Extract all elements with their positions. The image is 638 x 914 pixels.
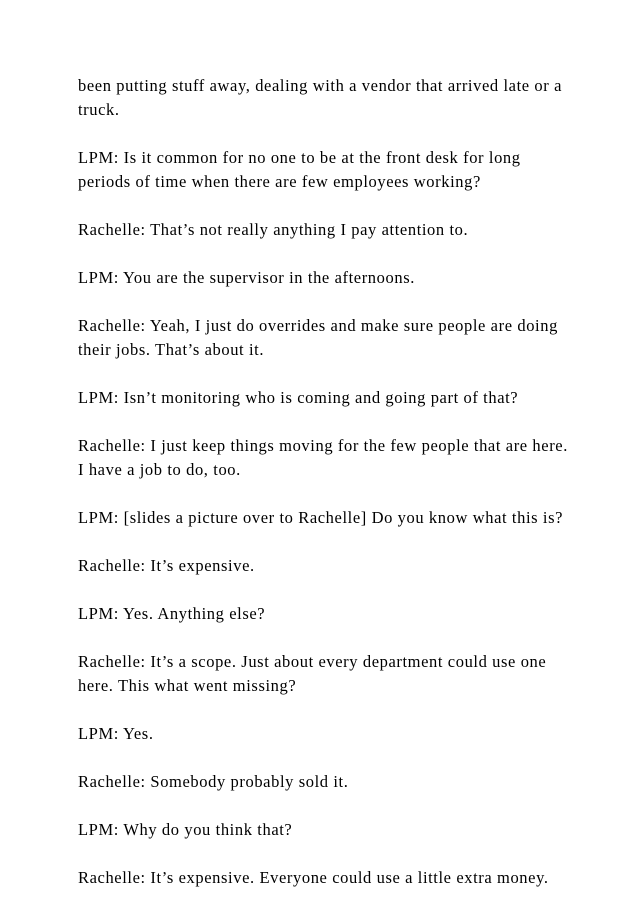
- paragraph-rachelle-answer: Rachelle: That’s not really anything I pay attention to.: [78, 220, 469, 239]
- paragraph-lpm-statement: LPM: You are the supervisor in the afternoons.: [78, 268, 415, 287]
- paragraph-continuation: been putting stuff away, dealing with a vendor that arrived late or a truck.: [78, 76, 562, 119]
- paragraph-rachelle-answer: Rachelle: It’s expensive.: [78, 556, 255, 575]
- paragraph-rachelle-answer: Rachelle: It’s a scope. Just about every department could use one here. This what went missing?: [78, 652, 547, 695]
- paragraph-lpm-question: LPM: Yes. Anything else?: [78, 604, 266, 623]
- paragraph-lpm-question: LPM: Isn’t monitoring who is coming and going part of that?: [78, 388, 519, 407]
- paragraph-rachelle-answer: Rachelle: I just keep things moving for the few people that are here. I have a job to do, too.: [78, 436, 568, 479]
- paragraph-rachelle-answer: Rachelle: Somebody probably sold it.: [78, 772, 349, 791]
- paragraph-lpm-question-picture: LPM: [slides a picture over to Rachelle] Do you know what this is?: [78, 508, 564, 527]
- paragraph-lpm-statement: LPM: Yes.: [78, 724, 154, 743]
- paragraph-lpm-question-front-desk: LPM: Is it common for no one to be at the front desk for long periods of time when there are few employees working?: [78, 148, 521, 191]
- paragraph-lpm-question: LPM: Why do you think that?: [78, 820, 293, 839]
- transcript-body: [78, 74, 578, 914]
- paragraph-rachelle-answer: Rachelle: Yeah, I just do overrides and make sure people are doing their jobs. That’s about it.: [78, 316, 558, 359]
- paragraph-rachelle-answer: Rachelle: It’s expensive. Everyone could use a little extra money.: [78, 868, 549, 887]
